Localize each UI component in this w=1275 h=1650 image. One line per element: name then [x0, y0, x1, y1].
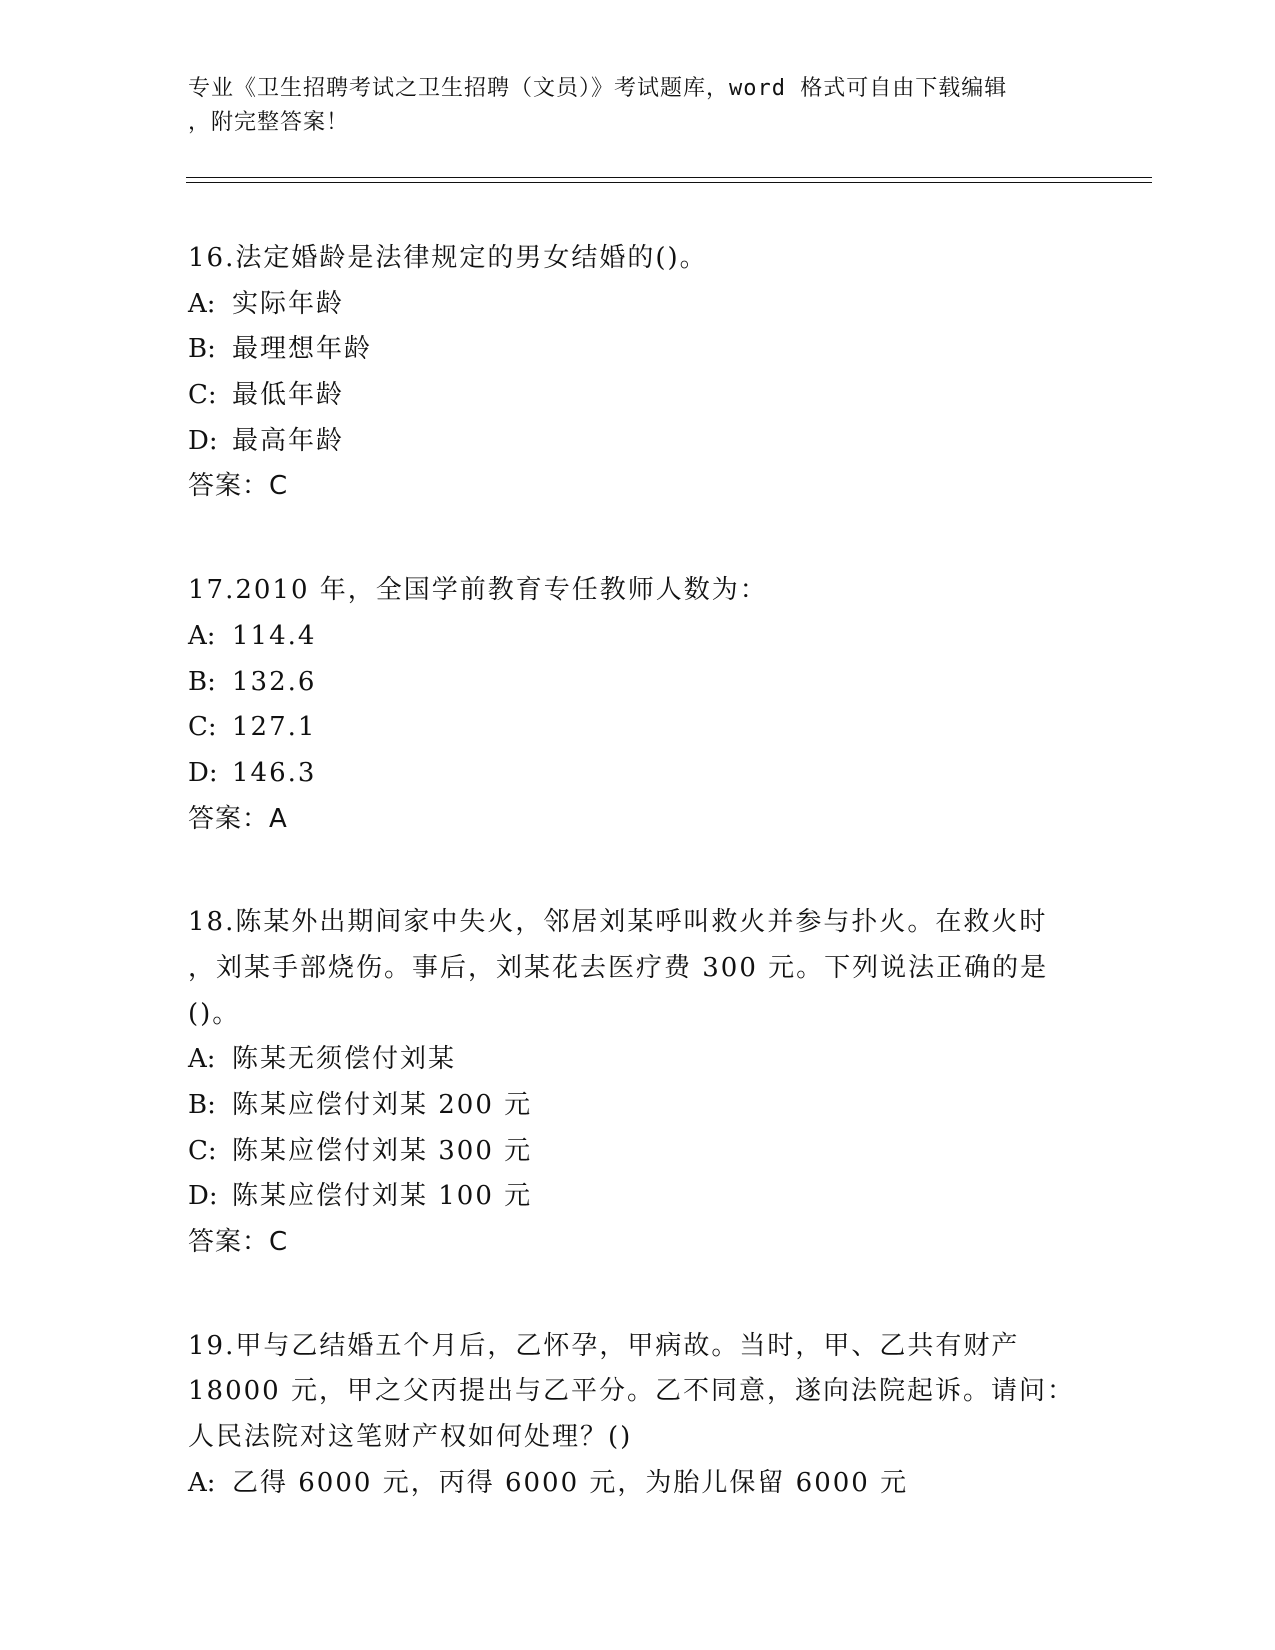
option-letter: C: — [188, 380, 217, 411]
question-text: 18.陈某外出期间家中失火，邻居刘某呼叫救火并参与扑火。在救火时 — [188, 907, 1048, 938]
question-text: ，刘某手部烧伤。事后，刘某花去医疗费 300 元。下列说法正确的是 — [188, 952, 1049, 983]
option-c — [188, 373, 1088, 419]
question-text: 17.2010 年，全国学前教育专任教师人数为： — [188, 575, 768, 606]
answer: 答案：C — [188, 1227, 289, 1258]
question-18 — [188, 900, 1088, 1266]
option-a — [188, 1037, 1088, 1083]
option-text: 127.1 — [232, 712, 317, 743]
option-letter: D: — [188, 425, 218, 456]
option-text: 最低年龄 — [232, 380, 345, 411]
option-letter: C: — [188, 1135, 217, 1166]
answer: 答案：A — [188, 803, 288, 834]
option-b — [188, 327, 1088, 373]
header-divider — [186, 177, 1152, 178]
question-text: 16.法定婚龄是法律规定的男女结婚的()。 — [188, 243, 708, 273]
option-letter: B: — [188, 334, 216, 365]
option-text: 陈某应偿付刘某 200 元 — [232, 1090, 533, 1120]
header-line: ，附完整答案！ — [188, 110, 350, 135]
option-text: 114.4 — [232, 620, 317, 651]
option-d — [188, 419, 1088, 465]
question-text: ()。 — [188, 998, 241, 1029]
option-letter: A: — [188, 620, 216, 651]
option-text: 陈某应偿付刘某 300 元 — [232, 1135, 533, 1166]
option-c — [188, 1129, 1088, 1175]
option-text: 陈某应偿付刘某 100 元 — [232, 1181, 533, 1212]
page-header — [188, 72, 1088, 140]
question-17 — [188, 568, 1088, 842]
option-b — [188, 660, 1088, 706]
option-letter: A: — [188, 1044, 216, 1075]
option-letter: D: — [188, 1181, 218, 1212]
option-a — [188, 1461, 1088, 1507]
question-list — [188, 236, 1088, 1565]
question-16 — [188, 236, 1088, 510]
option-text: 实际年龄 — [232, 288, 345, 319]
option-d — [188, 1174, 1088, 1220]
option-text: 最理想年龄 — [232, 334, 373, 365]
option-b — [188, 1083, 1088, 1129]
option-text: 132.6 — [232, 666, 317, 697]
question-text: 19.甲与乙结婚五个月后，乙怀孕，甲病故。当时，甲、乙共有财产 — [188, 1330, 1020, 1361]
question-19 — [188, 1324, 1088, 1507]
option-letter: A: — [188, 288, 216, 319]
option-c — [188, 705, 1088, 751]
option-letter: A: — [188, 1467, 216, 1498]
option-letter: D: — [188, 757, 218, 788]
question-text: 人民法院对这笔财产权如何处理？() — [188, 1422, 633, 1453]
option-a — [188, 282, 1088, 328]
option-letter: B: — [188, 666, 216, 697]
question-text: 18000 元，甲之父丙提出与乙平分。乙不同意，遂向法院起诉。请问： — [188, 1376, 1075, 1407]
option-text: 乙得 6000 元，丙得 6000 元，为胎儿保留 6000 元 — [232, 1467, 909, 1498]
header-divider — [186, 182, 1152, 183]
option-letter: B: — [188, 1090, 216, 1120]
answer: 答案：C — [188, 471, 289, 502]
option-letter: C: — [188, 712, 217, 743]
option-text: 陈某无须偿付刘某 — [232, 1044, 457, 1075]
option-text: 最高年龄 — [232, 425, 345, 456]
option-d — [188, 751, 1088, 797]
header-line: 专业《卫生招聘考试之卫生招聘（文员）》考试题库，word 格式可自由下载编辑 — [188, 76, 1008, 101]
option-a — [188, 614, 1088, 660]
option-text: 146.3 — [232, 757, 317, 788]
